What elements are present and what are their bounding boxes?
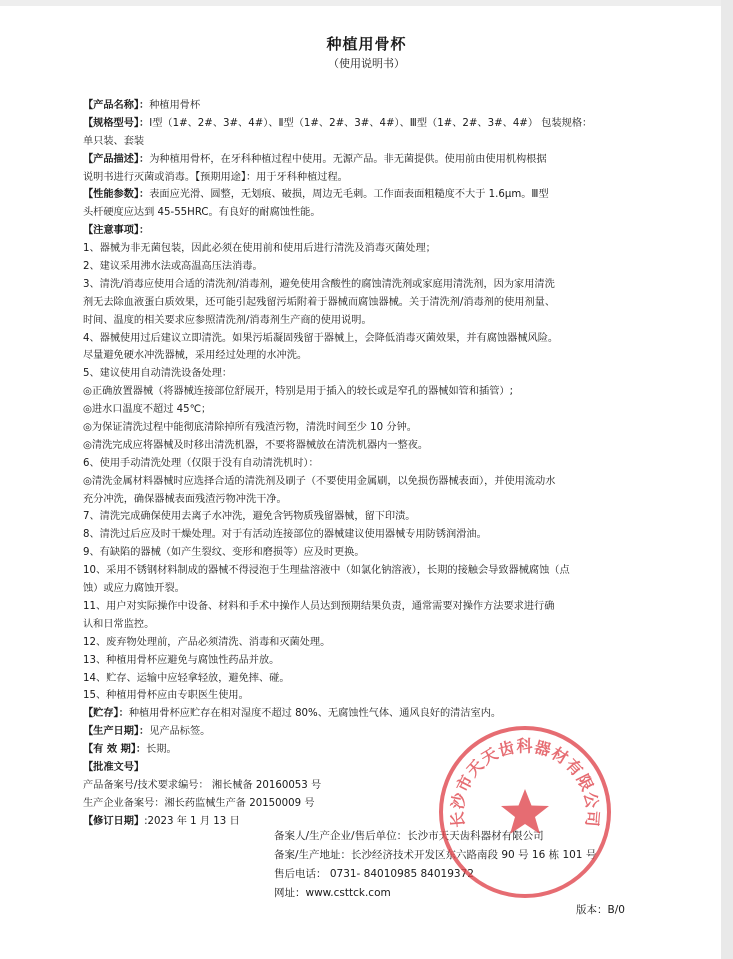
spec-row [83, 115, 643, 133]
scan-edge-right [721, 0, 733, 959]
performance-row-cont: 头杆硬度应达到 45-55HRC。有良好的耐腐蚀性能。 [83, 207, 321, 219]
note-line: ◎正确放置器械（将器械连接部位舒展开，特别是用于插入的较长或是窄孔的器械如管和插管）; [83, 386, 514, 398]
note-line: 4、器械使用过后建议立即清洗。如果污垢凝固残留于器械上，会降低消毒灭菌效果，并有腐蚀器械风险。 [83, 332, 559, 344]
approval-heading: 【批准文号】 [83, 761, 145, 773]
storage-label: 【贮存】： [83, 708, 129, 720]
note-line: ◎清洗完成应将器械及时移出清洗机器，不要将器械放在清洗机器内一整夜。 [83, 439, 429, 451]
note-line: 时间、温度的相关要求应参照清洗剂/消毒剂生产商的使用说明。 [83, 314, 372, 326]
note-line: 蚀）或应力腐蚀开裂。 [83, 583, 185, 595]
note-line: 5、建议使用自动清洗设备处理： [83, 368, 233, 380]
production-date-value: 见产品标签。 [149, 726, 211, 738]
note-line: 13、种植用骨杯应避免与腐蚀性药品并放。 [83, 654, 280, 666]
notes-heading: 【注意事项】： [83, 225, 150, 237]
production-date-label: 【生产日期】： [83, 726, 150, 738]
note-line: 3、清洗/消毒应使用合适的清洗剂/消毒剂，避免使用含酸性的腐蚀清洗剂或家庭用清洗剂，因为家用清洗 [83, 278, 555, 290]
validity-value: 长期。 [146, 744, 177, 756]
note-line: 认和日常监控。 [83, 618, 155, 630]
approval-line: 生产企业备案号：湘长药监械生产备 20150009 号 [83, 797, 315, 809]
validity-label: 【有 效 期】： [83, 744, 147, 756]
note-line: 11、用户对实际操作中设备、材料和手术中操作人员达到预期结果负责，通常需要对操作方法要求进行确 [83, 600, 555, 612]
note-line: 充分冲洗，确保器械表面残渣污物冲洗干净。 [83, 493, 287, 505]
note-line: 15、种植用骨杯应由专职医生使用。 [83, 690, 249, 702]
note-line: ◎为保证清洗过程中能彻底清除掉所有残渣污物，清洗时间至少 10 分钟。 [83, 422, 417, 434]
document-title: 种植用骨杯 [326, 35, 407, 53]
spec-row-cont: 单只装、套装 [83, 135, 145, 147]
approval-line: 产品备案号/技术要求编号： 湘长械备 20160053 号 [83, 779, 322, 791]
description-label: 【产品描述】： [83, 153, 150, 165]
storage-value: 种植用骨杯应贮存在相对湿度不超过 80%、无腐蚀性气体、通风良好的清洁室内。 [128, 708, 502, 720]
description-row-cont: 说明书进行灭菌或消毒。【预期用途】：用于牙科种植过程。 [83, 171, 348, 183]
revision-value: :2023 年 1 月 13 日 [144, 815, 240, 827]
product-name-label: 【产品名称】： [83, 100, 150, 111]
note-line: 1、器械为非无菌包装，因此必须在使用前和使用后进行清洗及消毒灭菌处理； [83, 243, 436, 255]
seal-text: 长沙市天天齿科器材有限公司 [447, 736, 603, 829]
performance-label: 【性能参数】： [83, 189, 150, 201]
performance-value: 表面应光滑、圆整，无划痕、破损，周边无毛刺。工作面表面粗糙度不大于 1.6μm。Ⅲ型 [149, 189, 549, 201]
note-line: 8、清洗过后应及时干燥处理。对于有活动连接部位的器械建议使用器械专用防锈润滑油。 [83, 529, 487, 541]
star-icon [501, 789, 549, 834]
performance-row [83, 186, 643, 204]
description-value: 为种植用骨杯，在牙科种植过程中使用。无源产品。非无菌提供。使用前由使用机构根据 [149, 153, 547, 165]
note-line: 14、贮存、运输中应轻拿轻放，避免摔、碰。 [83, 672, 290, 684]
product-name-row [83, 97, 643, 115]
revision-label: 【修订日期】 [83, 815, 145, 827]
website-line: 网址：www.csttck.com [274, 887, 391, 899]
note-line: 10、采用不锈钢材料制成的器械不得浸泡于生理盐溶液中（如氯化钠溶液），长期的接触会导致器械腐蚀（点 [83, 565, 570, 577]
spec-value: Ⅰ型（1#、2#、3#、4#）、Ⅱ型（1#、2#、3#、4#）、Ⅲ型（1#、2#、3#、4#） 包装规格： [149, 117, 593, 129]
spec-label: 【规格型号】： [83, 117, 150, 129]
note-line: 剂无去除血液蛋白质效果，还可能引起残留污垢附着于器械而腐蚀器械。关于清洗剂/消毒剂的使用剂量、 [83, 296, 556, 308]
note-line: 12、废弃物处理前，产品必须清洗、消毒和灭菌处理。 [83, 636, 331, 648]
note-line: 6、使用手动清洗处理（仅限于没有自动清洗机时）： [83, 457, 319, 469]
version-label: 版本：B/0 [576, 904, 625, 916]
note-line: 2、建议采用沸水法或高温高压法消毒。 [83, 261, 263, 273]
document-subtitle: （使用说明书） [328, 57, 405, 70]
product-name-value: 种植用骨杯 [149, 100, 201, 111]
note-line: 9、有缺陷的器械（如产生裂纹、变形和磨损等）应及时更换。 [83, 547, 365, 559]
scan-edge-top [0, 0, 733, 6]
note-line: 7、清洗完成确保使用去离子水冲洗，避免含钙物质残留器械，留下印渍。 [83, 511, 416, 523]
company-seal [430, 717, 620, 907]
company-line: 备案人/生产企业/售后单位：长沙市天天齿科器材有限公司 [274, 830, 544, 842]
note-line: ◎清洗金属材料器械时应选择合适的清洗剂及刷子（不要使用金属刷，以免损伤器械表面），并使用流动水 [83, 475, 556, 487]
address-line: 备案/生产地址：长沙经济技术开发区东六路南段 90 号 16 栋 101 号 [274, 849, 597, 861]
phone-line: 售后电话： 0731- 84010985 84019372 [274, 868, 474, 880]
description-row [83, 151, 643, 169]
note-line: 尽量避免硬水冲洗器械，采用经过处理的水冲洗。 [83, 350, 308, 362]
note-line: ◎进水口温度不超过 45℃； [83, 404, 212, 416]
